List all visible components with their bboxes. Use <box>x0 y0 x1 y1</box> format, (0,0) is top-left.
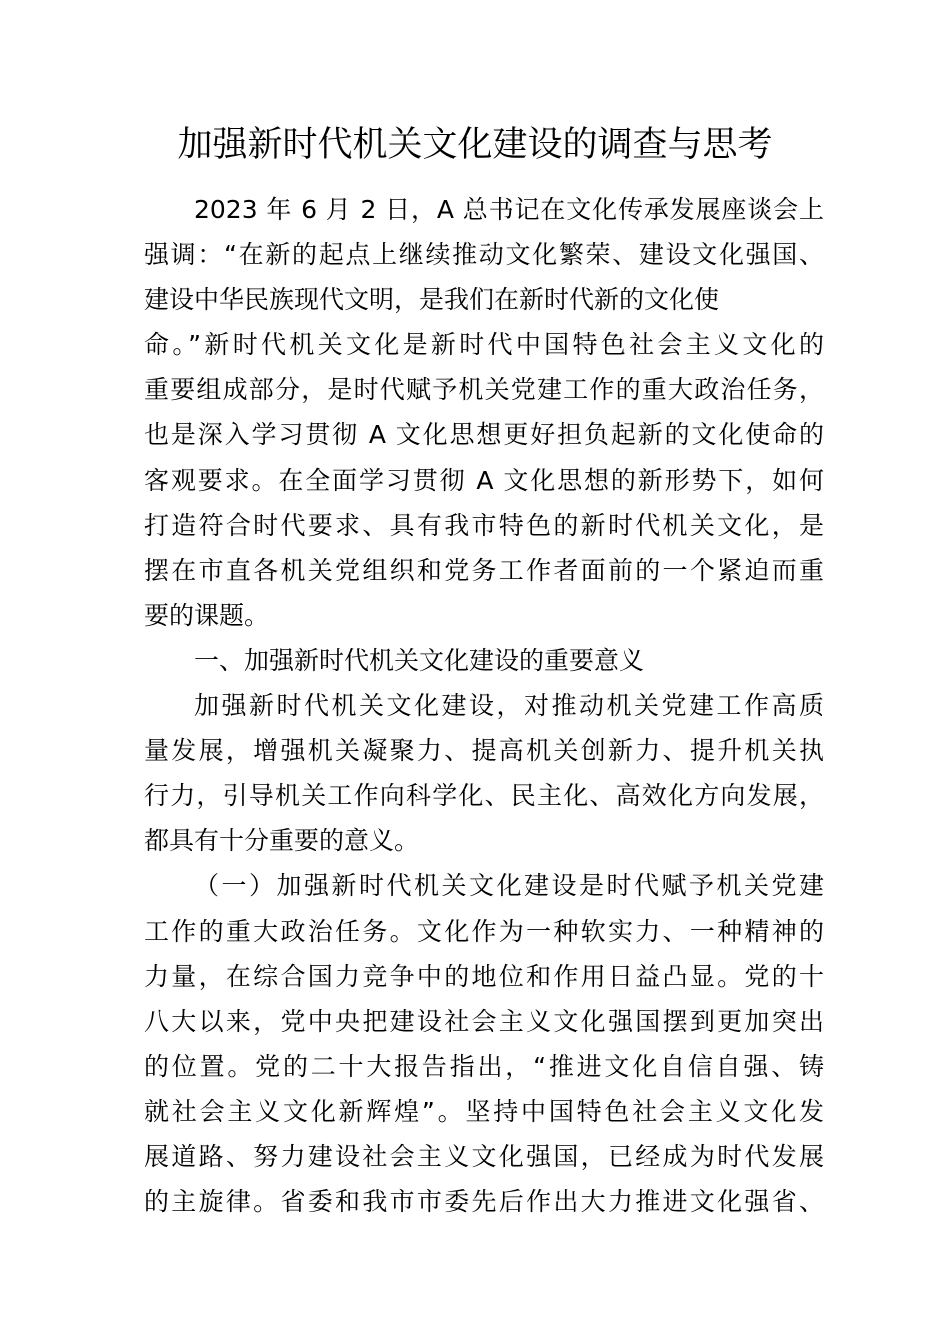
text-line: 重要组成部分，是时代赋予机关党建工作的重大政治任务， <box>144 375 824 405</box>
text-line: 要的课题。 <box>144 600 270 630</box>
text-line: 的位置。党的二十大报告指出，“推进文化自信自强、铸 <box>144 1051 824 1081</box>
text-line: 也是深入学习贯彻 A 文化思想更好担负起新的文化使命的 <box>144 420 824 450</box>
text-line: 就社会主义文化新辉煌”。坚持中国特色社会主义文化发 <box>144 1096 824 1126</box>
text-line: 都具有十分重要的意义。 <box>144 826 420 856</box>
text-line: 力量，在综合国力竞争中的地位和作用日益凸显。党的十 <box>144 961 824 991</box>
text-line: 建设中华民族现代文明，是我们在新时代新的文化使 <box>144 285 720 315</box>
document-body <box>144 187 824 1224</box>
text-line: 摆在市直各机关党组织和党务工作者面前的一个紧迫而重 <box>144 555 824 585</box>
text-line: 加强新时代机关文化建设，对推动机关党建工作高质 <box>194 691 824 721</box>
text-line: 行力，引导机关工作向科学化、民主化、高效化方向发展， <box>144 781 824 811</box>
text-line: 量发展，增强机关凝聚力、提高机关创新力、提升机关执 <box>144 736 824 766</box>
text-line: 2023 年 6 月 2 日，A 总书记在文化传承发展座谈会上 <box>194 195 824 224</box>
text-line: 一、加强新时代机关文化建设的重要意义 <box>194 645 645 675</box>
text-line: 的主旋律。省委和我市市委先后作出大力推进文化强省、 <box>144 1187 824 1217</box>
text-line: 强调：“在新的起点上继续推动文化繁荣、建设文化强国、 <box>144 240 824 270</box>
text-line: 客观要求。在全面学习贯彻 A 文化思想的新形势下，如何 <box>144 465 824 495</box>
text-line: 展道路、努力建设社会主义文化强国，已经成为时代发展 <box>144 1141 824 1171</box>
document-title: 加强新时代机关文化建设的调查与思考 <box>177 125 773 165</box>
text-line: 八大以来，党中央把建设社会主义文化强国摆到更加突出 <box>144 1006 824 1036</box>
text-line: 打造符合时代要求、具有我市特色的新时代机关文化，是 <box>144 510 824 540</box>
text-line: 命。”新时代机关文化是新时代中国特色社会主义文化的 <box>144 330 824 360</box>
text-line: 工作的重大政治任务。文化作为一种软实力、一种精神的 <box>144 916 824 946</box>
text-line: （一）加强新时代机关文化建设是时代赋予机关党建 <box>194 871 824 901</box>
